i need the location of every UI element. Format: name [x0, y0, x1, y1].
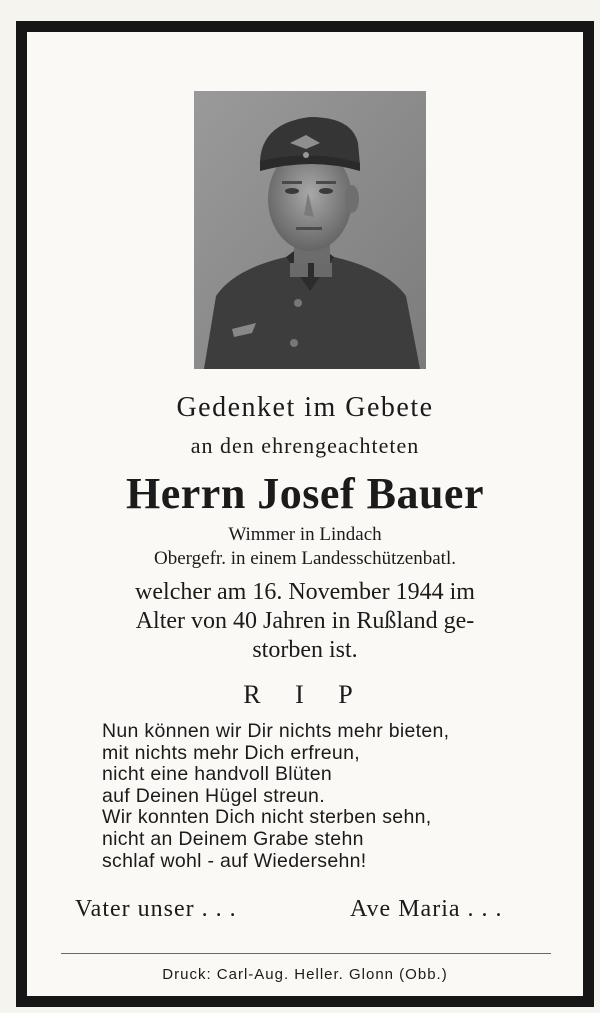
black-mourning-border — [16, 21, 594, 1007]
death-line-1: welcher am 16. November 1944 im — [135, 579, 475, 605]
poem-line: mit nichts mehr Dich erfreun, — [102, 741, 360, 764]
death-line-3: storben ist. — [252, 637, 358, 663]
printer-credit: Druck: Carl-Aug. Heller. Glonn (Obb.) — [162, 966, 448, 983]
deceased-name: Herrn Josef Bauer — [126, 469, 484, 518]
poem-line: auf Deinen Hügel streun. — [102, 784, 325, 807]
military-rank: Obergefr. in einem Landesschützenbatl. — [154, 548, 456, 569]
poem-line: Nun können wir Dir nichts mehr bieten, — [102, 720, 450, 742]
rip-inscription: R I P — [243, 680, 367, 709]
heading: Gedenket im Gebete — [176, 392, 434, 423]
occupation: Wimmer in Lindach — [228, 524, 382, 545]
subheading: an den ehrengeachteten — [190, 433, 420, 458]
portrait-photo — [194, 91, 426, 369]
poem-line: nicht an Deinem Grabe stehn — [102, 827, 364, 850]
death-line-2: Alter von 40 Jahren in Rußland ge- — [135, 608, 475, 634]
prayer-our-father: Vater unser . . . — [75, 896, 237, 922]
poem-line: Wir konnten Dich nicht sterben sehn, — [102, 806, 432, 829]
memorial-poem — [102, 721, 562, 872]
poem-line: nicht eine handvoll Blüten — [102, 763, 333, 786]
divider — [61, 953, 551, 954]
poem-line: schlaf wohl - auf Wiedersehn! — [102, 849, 367, 872]
prayer-hail-mary: Ave Maria . . . — [350, 896, 503, 922]
